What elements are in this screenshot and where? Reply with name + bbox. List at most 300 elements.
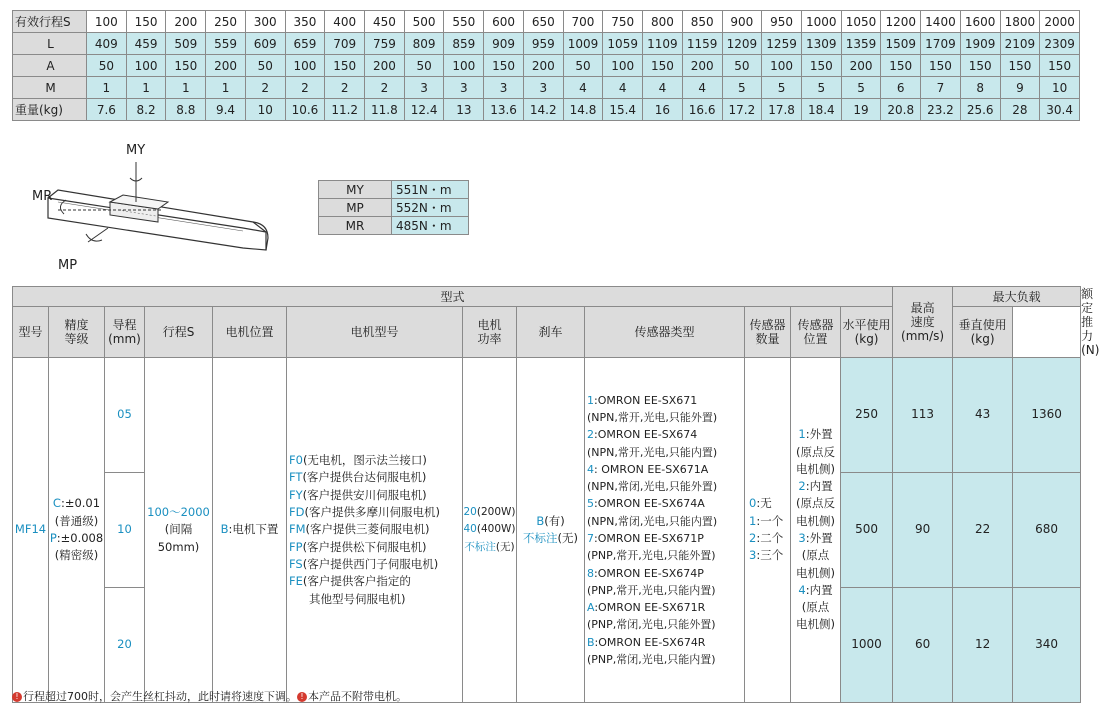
option-code: FM [289, 522, 306, 537]
spec-cell: 3 [404, 77, 444, 99]
stroke-cell: 300 [245, 11, 285, 33]
sensor-type-header: 传感器类型 [585, 307, 745, 358]
list-line [749, 530, 790, 547]
spec-cell: 809 [404, 33, 444, 55]
spec-cell: 4 [643, 77, 683, 99]
spec-cell: 1509 [881, 33, 921, 55]
stroke-cell: 100 [87, 11, 127, 33]
option-text: (NPN,常闭,光电,只能内置) [587, 514, 718, 528]
list-line [289, 469, 462, 486]
spec-cell: 150 [484, 55, 524, 77]
list-line [791, 495, 840, 512]
load-horizontal-header: 水平使用 (kg) [841, 307, 893, 358]
spec-cell: 30.4 [1040, 99, 1080, 121]
spec-cell: 5 [762, 77, 802, 99]
spec-cell: 1159 [682, 33, 722, 55]
list-line [289, 556, 462, 573]
list-line [587, 426, 744, 443]
stroke-cell: 1800 [1000, 11, 1040, 33]
stroke-cell: 1000 [801, 11, 841, 33]
list-line [517, 513, 584, 530]
option-text: 电机侧) [796, 513, 835, 528]
motor-position-text: :电机下置 [228, 522, 279, 537]
option-code: P [49, 531, 57, 545]
list-line [749, 495, 790, 512]
list-line [791, 616, 840, 633]
stroke-cell: 700 [563, 11, 603, 33]
option-text: (无) [557, 531, 578, 545]
list-line [749, 513, 790, 530]
thrust-20: 340 [1013, 588, 1081, 703]
spec-cell: 50 [245, 55, 285, 77]
spec-cell: 5 [841, 77, 881, 99]
list-line [791, 599, 840, 616]
option-text: (原点 [801, 548, 830, 563]
list-line [289, 539, 462, 556]
spec-cell: 100 [762, 55, 802, 77]
option-text: :内置 [805, 582, 833, 597]
spec-cell: 13 [444, 99, 484, 121]
motor-position-header: 电机位置 [213, 307, 287, 358]
list-line [463, 504, 516, 521]
spec-row-label: L [13, 33, 87, 55]
spec-cell: 459 [126, 33, 166, 55]
moment-name: MP [319, 199, 392, 217]
option-text: :二个 [756, 531, 784, 545]
list-line [791, 582, 840, 599]
list-line [289, 591, 462, 608]
spec-cell: 4 [682, 77, 722, 99]
spec-cell: 10.6 [285, 99, 325, 121]
stroke-cell: 850 [682, 11, 722, 33]
list-line [587, 616, 744, 633]
list-line [289, 452, 462, 469]
spec-cell: 100 [603, 55, 643, 77]
sensor-type-list [585, 358, 745, 703]
option-text: (PNP,常闭,光电,只能内置) [587, 653, 716, 667]
option-text: :OMRON EE-SX671R [594, 601, 706, 615]
option-text: :三个 [756, 548, 784, 563]
spec-cell: 100 [444, 55, 484, 77]
option-text: :±0.01 [60, 496, 101, 511]
option-text: 电机侧) [796, 617, 835, 632]
spec-cell: 150 [960, 55, 1000, 77]
spec-cell: 1259 [762, 33, 802, 55]
stroke-cell: 250 [206, 11, 246, 33]
list-line [791, 444, 840, 461]
spec-cell: 1 [166, 77, 206, 99]
moment-row [319, 181, 469, 199]
option-text: (精密级) [54, 548, 99, 563]
spec-cell: 16 [643, 99, 683, 121]
option-code: 不标注 [523, 531, 558, 545]
spec-cell: 50 [722, 55, 762, 77]
moment-value: 552N・m [392, 199, 469, 217]
stroke-cell: 800 [643, 11, 683, 33]
stroke-cell: 450 [365, 11, 405, 33]
stroke-cell: 150 [126, 11, 166, 33]
option-text: :±0.008 [56, 531, 104, 545]
option-text: (客户提供西门子伺服电机) [302, 556, 439, 571]
list-line [791, 461, 840, 478]
motor-power-header: 电机 功率 [463, 307, 517, 358]
spec-cell: 4 [603, 77, 643, 99]
spec-cell: 9.4 [206, 99, 246, 121]
spec-cell: 2 [285, 77, 325, 99]
spec-cell: 100 [285, 55, 325, 77]
thrust-05: 1360 [1013, 358, 1081, 473]
lead-20: 20 [105, 588, 145, 703]
option-code: 1 [749, 513, 757, 528]
spec-cell: 10 [1040, 77, 1080, 99]
lead-header: 导程 (mm) [105, 307, 145, 358]
spec-cell: 1 [87, 77, 127, 99]
option-code: 3 [749, 548, 757, 563]
mr-label: MR [32, 189, 53, 204]
option-text: (NPN,常开,光电,只能内置) [587, 445, 718, 459]
option-code: 7 [587, 532, 594, 545]
spec-cell: 20.8 [881, 99, 921, 121]
option-text: (客户提供客户指定的 [302, 574, 411, 589]
thrust-10: 680 [1013, 473, 1081, 588]
list-line [587, 582, 744, 599]
moment-name: MR [319, 217, 392, 235]
option-code: F0 [289, 453, 303, 468]
spec-cell: 709 [325, 33, 365, 55]
option-text: (客户提供三菱伺服电机) [305, 522, 430, 537]
spec-cell: 1 [126, 77, 166, 99]
spec-row-label: A [13, 55, 87, 77]
list-line [587, 513, 744, 530]
option-text: 电机侧) [796, 565, 835, 580]
type-group-header: 型式 [13, 287, 893, 307]
option-text: (PNP,常闭,光电,只能外置) [587, 618, 716, 632]
option-text: (有) [544, 513, 565, 528]
spec-cell: 1209 [722, 33, 762, 55]
option-text: (400W) [476, 523, 516, 536]
spec-cell: 509 [166, 33, 206, 55]
option-code: 40 [463, 523, 477, 536]
option-text: : OMRON EE-SX671A [594, 462, 709, 476]
spec-cell: 19 [841, 99, 881, 121]
spec-cell: 959 [523, 33, 563, 55]
option-text: (客户提供多摩川伺服电机) [304, 505, 440, 520]
spec-cell: 150 [166, 55, 206, 77]
spec-cell: 759 [365, 33, 405, 55]
spec-cell: 50 [563, 55, 603, 77]
max-speed-header: 最高 速度 (mm/s) [893, 287, 953, 358]
spec-cell: 1109 [643, 33, 683, 55]
stroke-cell: 900 [722, 11, 762, 33]
spec-row [13, 55, 1080, 77]
option-text: (PNP,常开,光电,只能外置) [587, 549, 716, 563]
spec-cell: 150 [643, 55, 683, 77]
spec-row-label: 重量(kg) [13, 99, 87, 121]
stroke-cell: 600 [484, 11, 524, 33]
option-code: A [587, 601, 595, 615]
list-line [791, 478, 840, 495]
model-selection-table: 型式 最高 速度 (mm/s) 最大负载 额定推力 (N) 型号 精度 等级 导程 (mm) 行程S 电机位置 电机型号 电机 功率 刹车 传感器类型 传感器 数量 传感器 位置 水平使用 (kg) 垂直使用 (kg) MF14 C:±0.01 (普通级) P:±0.008 (精密级) 05 100～2000 (间隔50mm) B:电机下置 F0(无电机，图示法兰接口) FT(客户提供台达伺服电机) FY(客户提供安川伺服电机) FD(客户提供多摩川伺服电机) FM(客户提供三菱伺服电机) FP(客户提供松下伺服电机) FS(客户提供西门子伺服电机) FE(客户提供客户指定的 其他型号伺服电机) 20(200W) 40(400W) 不标注(无) B(有) 不标注(无) 1:OMRON EE-SX671 (NPN,常开,光电,只能外置) 2:OMRON EE-SX674 (NPN,常开,光电,只能内置) 4: OMRON EE-SX671A (NPN,常闭,光电,只能外置) 5:OMRON EE-SX674A (NPN,常闭,光电,只能内置) 7:OMRON EE-SX671P (PNP,常开,光电,只能外置) 8:OMRON EE-SX674P (PNP,常开,光电,只能内置) A:OMRON EE-SX671R (PNP,常闭,光电,只能外置) B:OMRON EE-SX674R (PNP,常闭,光电,只能内置) 0:无 1:一个 2:二个 3:三个 1:外置 (原点反 电机侧) 2:内置 (原点反 电机侧) 3:外置 (原点 电机侧) 4:内置 (原点 电机侧) 250 113 43 1360 10 500 90 22 680 20 1000 60 12 340 [12, 286, 1081, 703]
stroke-step: (间隔50mm) [157, 522, 200, 554]
spec-cell: 150 [921, 55, 961, 77]
footnotes [12, 688, 407, 704]
stroke-cell: 650 [523, 11, 563, 33]
load-h-20: 60 [893, 588, 953, 703]
spec-cell: 150 [325, 55, 365, 77]
spec-cell: 409 [87, 33, 127, 55]
option-code: 20 [463, 506, 477, 519]
brake-list [517, 358, 585, 703]
spec-cell: 200 [365, 55, 405, 77]
stroke-spec-table [12, 10, 1080, 121]
option-text: (原点 [801, 600, 830, 615]
spec-cell: 5 [801, 77, 841, 99]
load-h-10: 90 [893, 473, 953, 588]
list-line [289, 487, 462, 504]
lead-10: 10 [105, 473, 145, 588]
spec-cell: 14.8 [563, 99, 603, 121]
speed-05: 250 [841, 358, 893, 473]
note-stroke-speed: 行程超过700时，会产生丝杠抖动，此时请将速度下调。 [23, 690, 297, 703]
stroke-cell: 500 [404, 11, 444, 33]
stroke-cell: 1200 [881, 11, 921, 33]
stroke-cell: 2000 [1040, 11, 1080, 33]
option-text: (客户提供安川伺服电机) [302, 487, 427, 502]
load-h-05: 113 [893, 358, 953, 473]
spec-cell: 1059 [603, 33, 643, 55]
load-v-20: 12 [953, 588, 1013, 703]
model-header: 型号 [13, 307, 49, 358]
option-text: :一个 [756, 513, 784, 528]
spec-cell: 2309 [1040, 33, 1080, 55]
list-line [587, 392, 744, 409]
spec-cell: 7 [921, 77, 961, 99]
stroke-range [145, 358, 213, 703]
option-code: 1 [798, 427, 806, 442]
accuracy-list [49, 358, 105, 703]
mp-label: MP [58, 258, 78, 273]
list-line [587, 634, 744, 651]
option-code: B [587, 635, 595, 649]
spec-cell: 1009 [563, 33, 603, 55]
spec-cell: 9 [1000, 77, 1040, 99]
moment-name: MY [319, 181, 392, 199]
option-code: 8 [587, 566, 594, 580]
list-line [517, 530, 584, 547]
spec-cell: 12.4 [404, 99, 444, 121]
lead-05: 05 [105, 358, 145, 473]
spec-cell: 11.8 [365, 99, 405, 121]
load-vertical-header: 垂直使用 (kg) [953, 307, 1013, 358]
option-text: (客户提供松下伺服电机) [302, 539, 427, 554]
spec-cell: 200 [682, 55, 722, 77]
spec-cell: 1909 [960, 33, 1000, 55]
list-line [587, 547, 744, 564]
sensor-qty-header: 传感器 数量 [745, 307, 791, 358]
option-code: C [52, 496, 61, 511]
spec-cell: 200 [206, 55, 246, 77]
stroke-cell: 200 [166, 11, 206, 33]
option-code: FT [289, 470, 303, 485]
option-code: FP [289, 539, 303, 554]
spec-cell: 150 [1000, 55, 1040, 77]
list-line [587, 651, 744, 668]
spec-cell: 5 [722, 77, 762, 99]
speed-10: 500 [841, 473, 893, 588]
list-line [791, 513, 840, 530]
spec-cell: 16.6 [682, 99, 722, 121]
option-text: :外置 [805, 427, 833, 442]
spec-cell: 859 [444, 33, 484, 55]
spec-cell: 17.2 [722, 99, 762, 121]
my-label: MY [126, 143, 146, 158]
moment-value: 551N・m [392, 181, 469, 199]
list-line [463, 539, 516, 556]
list-line [587, 495, 744, 512]
spec-cell: 659 [285, 33, 325, 55]
spec-cell: 8.8 [166, 99, 206, 121]
spec-cell: 150 [881, 55, 921, 77]
note-no-motor: 本产品不附带电机。 [308, 690, 407, 703]
option-code: 3 [798, 531, 806, 545]
list-line [49, 513, 104, 530]
list-line [587, 409, 744, 426]
option-text: :OMRON EE-SX674P [594, 566, 704, 580]
option-text: :OMRON EE-SX671 [594, 393, 698, 407]
spec-cell: 2109 [1000, 33, 1040, 55]
stroke-cell: 350 [285, 11, 325, 33]
list-line [289, 521, 462, 538]
list-line [749, 547, 790, 564]
option-text: (原点反 [796, 496, 835, 511]
max-load-header: 最大负载 [953, 287, 1081, 307]
option-code: FD [289, 505, 305, 520]
spec-cell: 150 [1040, 55, 1080, 77]
spec-cell: 3 [444, 77, 484, 99]
spec-cell: 2 [325, 77, 365, 99]
motor-power-list [463, 358, 517, 703]
option-text: 电机侧) [796, 461, 835, 476]
option-text: :OMRON EE-SX674R [594, 635, 706, 649]
spec-cell: 1309 [801, 33, 841, 55]
option-text: (无电机，图示法兰接口) [302, 453, 427, 468]
sensor-pos-header: 传感器 位置 [791, 307, 841, 358]
spec-cell: 8 [960, 77, 1000, 99]
moment-row [319, 199, 469, 217]
list-line [587, 478, 744, 495]
spec-cell: 3 [523, 77, 563, 99]
spec-cell: 6 [881, 77, 921, 99]
spec-row [13, 77, 1080, 99]
list-line [791, 547, 840, 564]
option-code: 2 [749, 531, 757, 545]
spec-cell: 50 [404, 55, 444, 77]
stroke-cell: 750 [603, 11, 643, 33]
spec-row [13, 33, 1080, 55]
spec-cell: 559 [206, 33, 246, 55]
list-line [791, 426, 840, 443]
actuator-illustration [28, 140, 288, 275]
warning-icon: ! [12, 692, 22, 702]
spec-cell: 7.6 [87, 99, 127, 121]
spec-cell: 14.2 [523, 99, 563, 121]
list-line [791, 530, 840, 547]
spec-cell: 150 [801, 55, 841, 77]
option-text: (原点反 [796, 444, 835, 459]
list-line [49, 495, 104, 512]
speed-20: 1000 [841, 588, 893, 703]
spec-cell: 200 [523, 55, 563, 77]
option-text: :无 [756, 496, 772, 511]
list-line [463, 521, 516, 538]
brake-header: 刹车 [517, 307, 585, 358]
spec-cell: 23.2 [921, 99, 961, 121]
spec-cell: 50 [87, 55, 127, 77]
spec-cell: 1359 [841, 33, 881, 55]
option-code: 1 [587, 393, 594, 407]
option-code: FE [289, 574, 303, 589]
spec-cell: 909 [484, 33, 524, 55]
option-text: :内置 [805, 479, 833, 494]
spec-header-row [13, 11, 1080, 33]
spec-cell: 2 [365, 77, 405, 99]
spec-cell: 4 [563, 77, 603, 99]
list-line [587, 444, 744, 461]
option-text: (PNP,常开,光电,只能内置) [587, 583, 716, 597]
spec-cell: 15.4 [603, 99, 643, 121]
motor-position [213, 358, 287, 703]
stroke-cell: 1600 [960, 11, 1000, 33]
option-code: 5 [587, 497, 594, 511]
stroke-header: 行程S [145, 307, 213, 358]
list-line [49, 530, 104, 547]
spec-cell: 17.8 [762, 99, 802, 121]
option-code: B [536, 513, 545, 528]
list-line [289, 573, 462, 590]
spec-cell: 200 [841, 55, 881, 77]
spec-row-label: M [13, 77, 87, 99]
stroke-range-value: 100～2000 [147, 505, 210, 520]
moment-value: 485N・m [392, 217, 469, 235]
load-v-05: 43 [953, 358, 1013, 473]
sensor-qty-list [745, 358, 791, 703]
spec-cell: 3 [484, 77, 524, 99]
list-line [587, 461, 744, 478]
option-text: (无) [495, 540, 515, 553]
stroke-cell: 1050 [841, 11, 881, 33]
list-line [289, 504, 462, 521]
option-code: 0 [749, 496, 757, 511]
option-code: FS [289, 556, 303, 571]
spec-cell: 25.6 [960, 99, 1000, 121]
spec-cell: 100 [126, 55, 166, 77]
motor-position-code: B [220, 522, 229, 537]
spec-cell: 1709 [921, 33, 961, 55]
stroke-cell: 1400 [921, 11, 961, 33]
option-text: :OMRON EE-SX674 [594, 428, 698, 442]
moment-row [319, 217, 469, 235]
stroke-cell: 400 [325, 11, 365, 33]
option-code: 2 [798, 479, 806, 494]
allowable-moment-table [318, 180, 469, 235]
spec-cell: 13.6 [484, 99, 524, 121]
spec-cell: 8.2 [126, 99, 166, 121]
model-code: MF14 [13, 358, 49, 703]
option-text: (NPN,常闭,光电,只能外置) [587, 480, 718, 494]
list-line [791, 565, 840, 582]
option-code: 不标注 [464, 540, 496, 553]
option-text: :OMRON EE-SX671P [594, 532, 704, 545]
